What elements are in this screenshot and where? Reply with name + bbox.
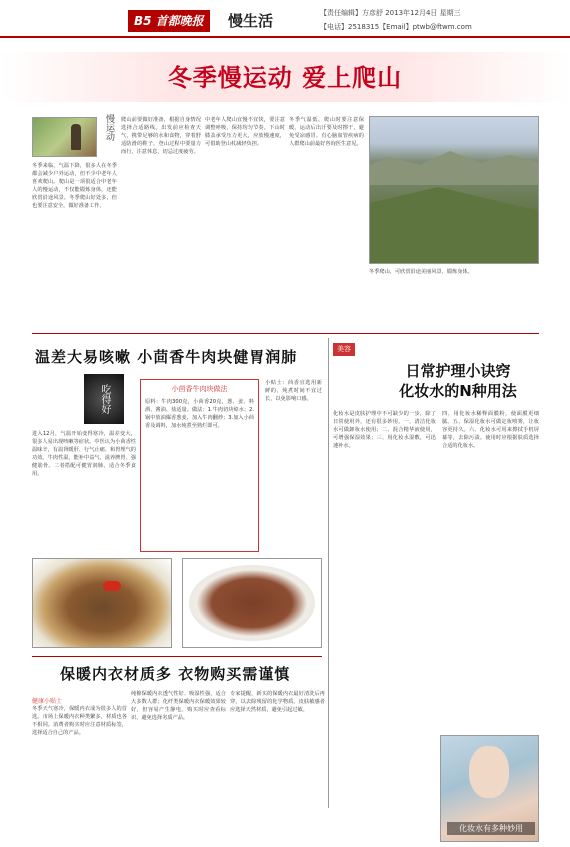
skincare-body-1: 化妆水是皮肤护理中不可缺少的一步，除了日常使用外，还有很多妙用。一、清洁化妆水可做卸妆水使用；二、混合精华液使用，可增强保湿效果；三、用化妆水湿敷，可迅速补水。	[333, 411, 436, 449]
feature-side-label: 慢运动	[104, 114, 114, 141]
mountain-slope	[370, 187, 539, 264]
pepper-garnish	[103, 581, 121, 591]
clothing-tag: 健康小贴士	[32, 698, 63, 705]
plate	[189, 565, 315, 641]
recipe-article-body: 进入12月，气温开始变得寒冷，温差变大，很多人易出现咳嗽等症状。中医认为小茴香性温味辛，有温肾暖肝、行气止痛、和胃理气的功效。牛肉性温，能补中益气、滋养脾胃、强健筋骨。二者搭配可健胃润肺，适合冬季食用。	[32, 431, 136, 477]
recipe-box-text: 原料：牛肉300克，小茴香20克，葱、姜、料酒、酱油、盐适量。做法：1.牛肉切块焯水；2.锅中放油爆香葱姜，加入牛肉翻炒；3.加入小茴香及调料，加水炖煮至熟烂即可。	[145, 399, 254, 429]
feature-title: 冬季慢运动 爱上爬山	[167, 64, 403, 92]
recipe-box	[140, 379, 259, 552]
page-number-badge: B5 首都晚报	[128, 10, 210, 32]
mountain-ridge	[369, 145, 539, 185]
beauty-tag: 美容	[333, 343, 355, 356]
skincare-title-2: 化妆水的N种用法	[399, 382, 517, 400]
recipe-tip: 小贴士：茴香宜选用新鲜的，炖煮时间不宜过长，以免影响口感。	[265, 380, 322, 402]
hiker-figure	[71, 124, 81, 150]
skincare-body-2: 四、用化妆水稀释面膜粉，使面膜更细腻。五、保湿化妆水可做定妆喷雾，让妆容更持久。六、化妆水可用来擦拭手机屏幕等，去除污渍。使用时应根据肤质选择合适的化妆水。	[442, 411, 539, 449]
feature-column-4: 冬季气温低，爬山时要注意保暖，运动后出汗要及时擦干，避免受凉感冒。有心脑血管疾病的人群爬山前最好咨询医生意见。	[289, 117, 364, 147]
page-header	[0, 0, 570, 38]
beef-slices-photo	[182, 558, 322, 648]
hiker-photo	[32, 117, 97, 157]
clothing-column-1: 冬季天气寒冷，保暖内衣成为很多人的首选。市场上保暖内衣种类繁多，材质也各不相同。消费者购买时应注意材质标签，选择适合自己的产品。	[32, 706, 127, 736]
mountain-photo	[369, 116, 539, 264]
face-shape	[469, 746, 509, 798]
section-divider-1	[32, 333, 539, 334]
feature-column-3: 中老年人爬山宜慢不宜快，要注意调整呼吸，保持均匀节奏。下山时膝盖承受压力更大，应放慢速度，可借助登山杖减轻负担。	[205, 117, 285, 147]
recipe-article-title: 温差大易咳嗽 小茴香牛肉块健胃润肺	[35, 348, 298, 366]
section-divider-2	[32, 656, 322, 657]
feature-column-2: 爬山前要做好准备，根据自身情况选择合适路线。出发前应检查天气，携带足够的水和食物，穿着舒适防滑的鞋子。登山过程中要量力而行，注意休息，切忌过度疲劳。	[121, 117, 201, 155]
feature-column-1: 冬季来临，气温下降，很多人在冬季都会减少户外运动，但不少中老年人喜欢爬山。爬山是一项很适合中老年人的慢运动，不仅能锻炼身体，还能欣赏沿途风景。冬季爬山好处多，但也要注意安全，做好准备工作。	[32, 163, 117, 209]
mountain-caption: 冬季爬山，可欣赏沿途美丽风景，锻炼身体。	[369, 269, 473, 275]
portrait-caption: 化妆水有多种妙用	[447, 822, 535, 835]
clothing-column-2: 纯棉保暖内衣透气性好、吸湿性强，适合大多数人群；化纤类保暖内衣保暖效果较好，但容易产生静电。购买时应查看标识，避免选择劣质产品。	[131, 691, 226, 721]
section-name: 慢生活	[228, 12, 274, 30]
clothing-article-title: 保暖内衣材质多 衣物购买需谨慎	[60, 665, 291, 683]
clothing-column-3: 专家提醒，新买的保暖内衣最好清洗后再穿，以去除残留的化学物质。皮肤敏感者应选择天然材质，避免引起过敏。	[230, 691, 325, 713]
recipe-side-label: 吃得好	[84, 374, 124, 424]
contact-line: 【电话】2518315【Email】ptwb@ftwm.com	[320, 23, 472, 31]
recipe-box-title: 小茴香牛肉块做法	[171, 385, 228, 393]
editor-line: 【责任编辑】方彦舒 2013年12月4日 星期三	[320, 9, 461, 17]
woman-portrait-photo	[440, 735, 539, 842]
skincare-divider	[328, 338, 329, 808]
skincare-title-1: 日常护理小诀窍	[405, 362, 511, 380]
fennel-beef-photo	[32, 558, 172, 648]
